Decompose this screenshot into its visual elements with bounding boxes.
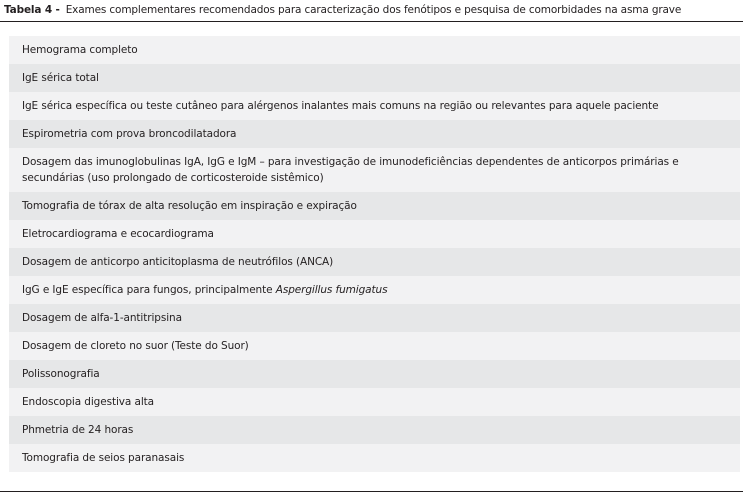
table-row bbox=[9, 444, 740, 472]
table-row bbox=[9, 416, 740, 444]
row-text: Endoscopia digestiva alta bbox=[22, 396, 155, 408]
table-row bbox=[9, 276, 740, 304]
row-text: IgE sérica total bbox=[22, 72, 99, 84]
row-text: Espirometria com prova broncodilatadora bbox=[22, 128, 237, 140]
table-row bbox=[9, 248, 740, 276]
row-text-emphasis: Aspergillus fumigatus bbox=[275, 284, 388, 296]
row-text: Dosagem das imunoglobulinas IgA, IgG e IgM – para investigação de imunodeficiências dependentes de anticorpos primárias e secundárias (uso prolongado de corticosteroide sistêmico) bbox=[22, 156, 679, 184]
table-row bbox=[9, 36, 740, 64]
row-text-wrapper bbox=[22, 282, 387, 298]
row-text: IgG e IgE específica para fungos, principalmente bbox=[22, 284, 276, 296]
row-text: Eletrocardiograma e ecocardiograma bbox=[22, 228, 214, 240]
table-row bbox=[9, 220, 740, 248]
table-title: Exames complementares recomendados para caracterização dos fenótipos e pesquisa de comorbidades na asma grave bbox=[65, 4, 682, 16]
table-row bbox=[9, 388, 740, 416]
table-row bbox=[9, 148, 740, 192]
table-row bbox=[9, 360, 740, 388]
table-label: Tabela 4 - bbox=[4, 4, 60, 16]
row-text: Dosagem de anticorpo anticitoplasma de neutrófilos (ANCA) bbox=[22, 256, 334, 268]
table-row bbox=[9, 332, 740, 360]
table-row bbox=[9, 192, 740, 220]
row-text: Phmetria de 24 horas bbox=[22, 424, 134, 436]
row-text: Tomografia de seios paranasais bbox=[22, 452, 185, 464]
table-row bbox=[9, 120, 740, 148]
table-caption bbox=[4, 3, 681, 17]
top-rule bbox=[0, 21, 743, 22]
exams-table bbox=[9, 36, 740, 472]
row-text: Polissonografia bbox=[22, 368, 100, 380]
row-text: IgE sérica específica ou teste cutâneo para alérgenos inalantes mais comuns na região ou relevantes para aquele paciente bbox=[22, 100, 659, 112]
table-row bbox=[9, 92, 740, 120]
row-text: Tomografia de tórax de alta resolução em inspiração e expiração bbox=[22, 200, 357, 212]
row-text: Dosagem de alfa-1-antitripsina bbox=[22, 312, 182, 324]
table-row bbox=[9, 64, 740, 92]
row-text: Hemograma completo bbox=[22, 44, 138, 56]
row-text: Dosagem de cloreto no suor (Teste do Suor) bbox=[22, 340, 249, 352]
table-row bbox=[9, 304, 740, 332]
bottom-rule bbox=[0, 491, 743, 492]
